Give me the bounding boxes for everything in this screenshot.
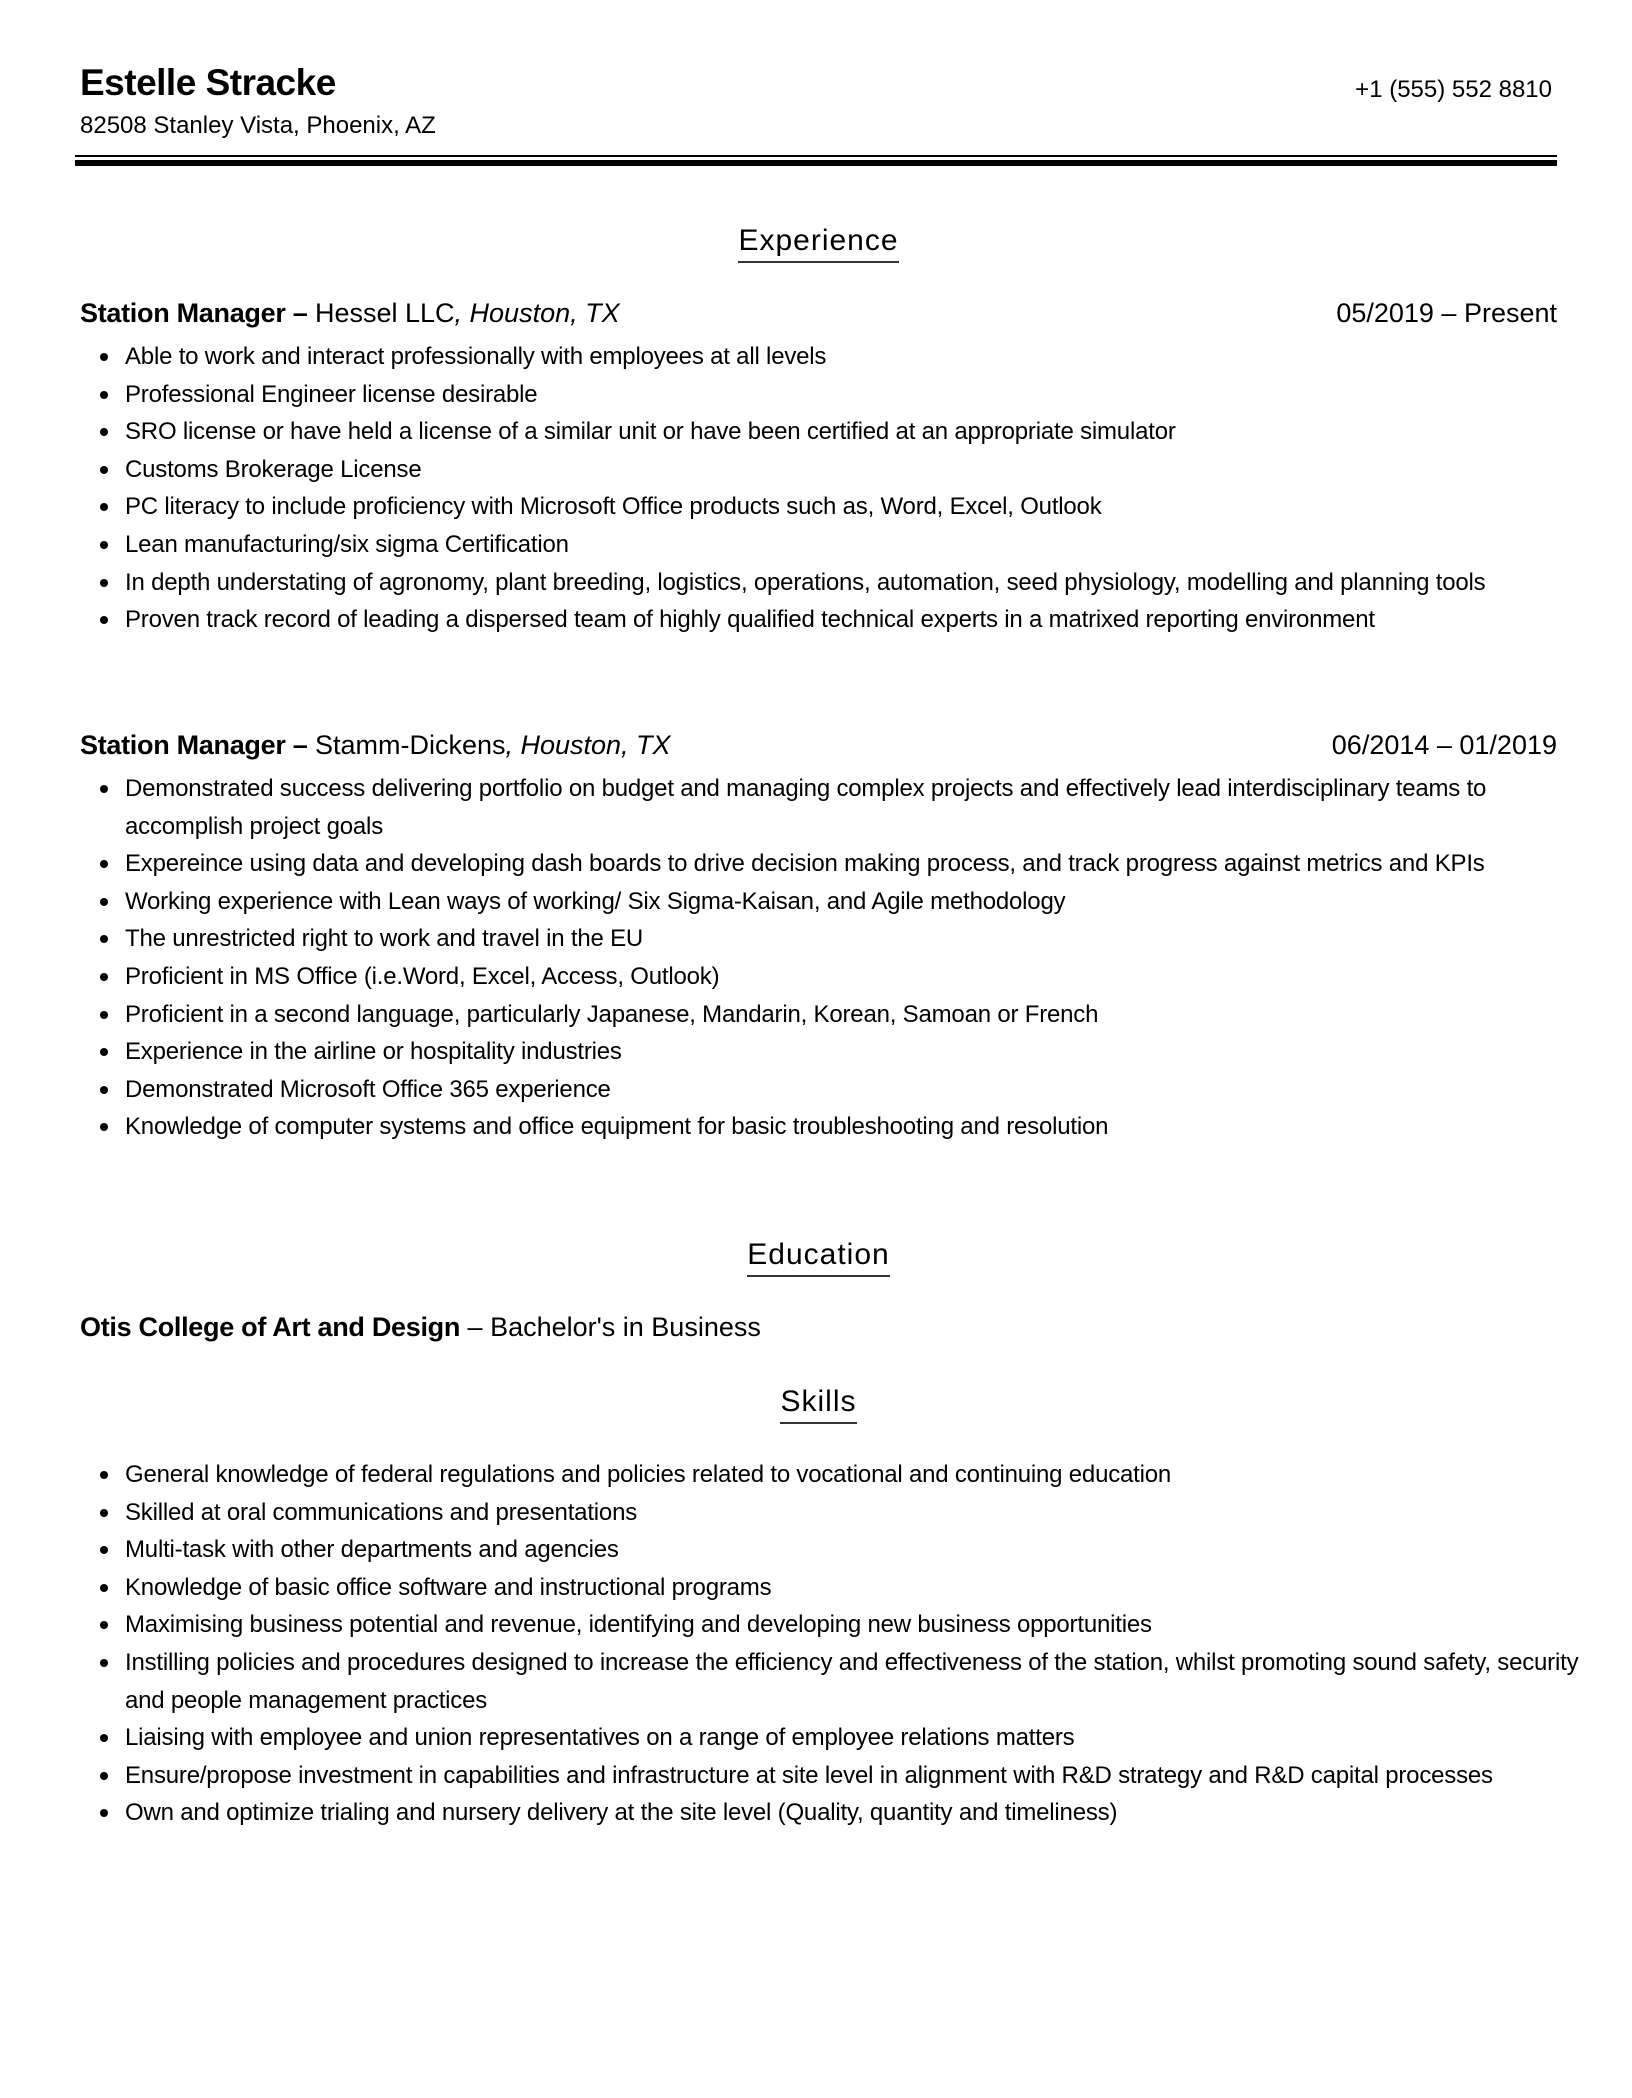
list-item: In depth understating of agronomy, plant breeding, logistics, operations, automation, seed physiology, modelling and planning tools [125, 564, 1602, 602]
list-item: Maximising business potential and revenue, identifying and developing new business opportunities [125, 1606, 1602, 1644]
list-item: Proven track record of leading a dispersed team of highly qualified technical experts in a matrixed reporting environment [125, 601, 1602, 639]
job-header [80, 727, 1557, 763]
resume-header [80, 62, 1557, 152]
list-item: Lean manufacturing/six sigma Certification [125, 526, 1602, 564]
job-company: Stamm-Dickens [307, 730, 506, 760]
candidate-phone: +1 (555) 552 8810 [1355, 76, 1552, 103]
list-item: Own and optimize trialing and nursery delivery at the site level (Quality, quantity and timeliness) [125, 1794, 1602, 1832]
list-item: Instilling policies and procedures designed to increase the efficiency and effectiveness of the station, whilst promoting sound safety, security and people management practices [125, 1644, 1602, 1719]
skills-heading-text: Skills [780, 1385, 856, 1424]
list-item: Ensure/propose investment in capabilities and infrastructure at site level in alignment with R&D strategy and R&D capital processes [125, 1757, 1602, 1795]
skills-list [80, 1456, 1602, 1832]
job-company: Hessel LLC [307, 298, 455, 328]
experience-heading [80, 224, 1557, 263]
list-item: The unrestricted right to work and travel in the EU [125, 920, 1602, 958]
header-divider-thin [75, 155, 1557, 157]
job-dates: 05/2019 – Present [1336, 298, 1557, 328]
list-item: Multi-task with other departments and agencies [125, 1531, 1602, 1569]
degree: – Bachelor's in Business [460, 1312, 761, 1342]
skills-heading [80, 1385, 1557, 1424]
job-bullets [80, 770, 1602, 1146]
job-location: , Houston, TX [454, 298, 620, 328]
job-header [80, 295, 1557, 331]
list-item: Knowledge of computer systems and office equipment for basic troubleshooting and resolution [125, 1108, 1602, 1146]
job-dates: 06/2014 – 01/2019 [1331, 730, 1557, 760]
job-title: Station Manager – [80, 730, 308, 760]
job-title: Station Manager – [80, 298, 308, 328]
job-location: , Houston, TX [505, 730, 671, 760]
candidate-name: Estelle Stracke [80, 62, 336, 103]
list-item: General knowledge of federal regulations and policies related to vocational and continuing education [125, 1456, 1602, 1494]
list-item: Professional Engineer license desirable [125, 376, 1602, 414]
education-heading-text: Education [747, 1238, 889, 1277]
list-item: SRO license or have held a license of a similar unit or have been certified at an appropriate simulator [125, 413, 1602, 451]
education-heading [80, 1238, 1557, 1277]
list-item: Skilled at oral communications and presentations [125, 1494, 1602, 1532]
list-item: Proficient in MS Office (i.e.Word, Excel, Access, Outlook) [125, 958, 1602, 996]
header-divider-thick [75, 160, 1557, 166]
list-item: Expereince using data and developing dash boards to drive decision making process, and track progress against metrics and KPIs [125, 845, 1602, 883]
experience-heading-text: Experience [738, 224, 898, 263]
candidate-address: 82508 Stanley Vista, Phoenix, AZ [80, 112, 436, 139]
list-item: Demonstrated success delivering portfolio on budget and managing complex projects and effectively lead interdisciplinary teams to accomplish project goals [125, 770, 1602, 845]
list-item: PC literacy to include proficiency with Microsoft Office products such as, Word, Excel, Outlook [125, 488, 1602, 526]
list-item: Proficient in a second language, particularly Japanese, Mandarin, Korean, Samoan or French [125, 996, 1602, 1034]
list-item: Customs Brokerage License [125, 451, 1602, 489]
job-bullets [80, 338, 1602, 639]
list-item: Knowledge of basic office software and instructional programs [125, 1569, 1602, 1607]
list-item: Experience in the airline or hospitality industries [125, 1033, 1602, 1071]
list-item: Working experience with Lean ways of working/ Six Sigma-Kaisan, and Agile methodology [125, 883, 1602, 921]
list-item: Able to work and interact professionally with employees at all levels [125, 338, 1602, 376]
education-entry [80, 1312, 1557, 1343]
school-name: Otis College of Art and Design [80, 1312, 461, 1342]
list-item: Demonstrated Microsoft Office 365 experience [125, 1071, 1602, 1109]
list-item: Liaising with employee and union representatives on a range of employee relations matters [125, 1719, 1602, 1757]
